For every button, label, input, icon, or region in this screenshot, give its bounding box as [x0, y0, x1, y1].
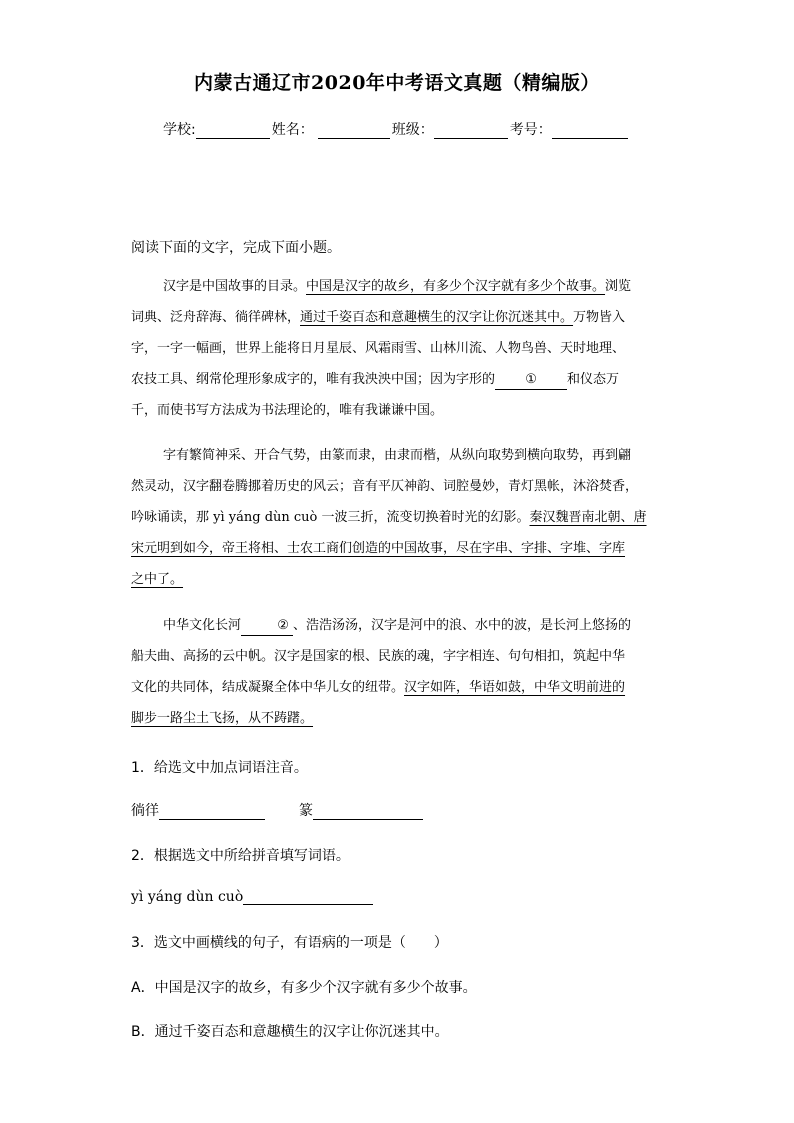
exam-number-blank[interactable] — [552, 124, 628, 139]
text-span: 吟咏诵读，那 yì yáng dùn cuò 一波三折，流变切换着时光的幻影。 — [131, 510, 530, 525]
paragraph-line — [131, 364, 661, 395]
text-span: 汉字是中国故事的目录。 — [163, 279, 307, 294]
underlined-sentence: 宋元明到如今，帝王将相、士农工商们创造的中国故事，尽在字串、字排、字堆、字库 — [131, 541, 626, 556]
underlined-sentence: 之中了。 — [131, 572, 184, 587]
text-span: 中华文化长河 — [163, 618, 242, 633]
q1-answer-1-line[interactable] — [159, 803, 265, 820]
paragraph-line — [131, 610, 661, 641]
name-label: 姓名： — [271, 122, 314, 138]
text-span: 词典、泛舟辞海、徜徉碑林， — [131, 310, 301, 325]
passage-paragraph-1 — [131, 271, 661, 426]
paragraph-line — [131, 672, 661, 703]
question-1: 1．给选文中加点词语注音。 — [131, 760, 308, 776]
question-3-option-b: B．通过千姿百态和意趣横生的汉字让你沉迷其中。 — [131, 1024, 449, 1040]
paragraph-line — [131, 271, 661, 302]
page-title: 内蒙古通辽市2020年中考语文真题（精编版） — [194, 72, 600, 94]
text-span: 和仪态万 — [567, 372, 620, 387]
class-blank[interactable] — [434, 124, 508, 139]
school-label: 学校: — [163, 122, 196, 138]
paragraph-line: 千，而使书写方法成为书法理论的，唯有我谦谦中国。 — [131, 403, 444, 418]
passage-paragraph-2 — [131, 440, 661, 595]
underlined-sentence: 汉字如阵，华语如鼓，中华文明前进的 — [404, 680, 626, 695]
paragraph-line: 然灵动，汉字翻卷腾挪着历史的风云；音有平仄神韵、词腔曼妙，青灯黑帐，沐浴焚香， — [131, 479, 639, 494]
q1-word-1: 徜徉 — [131, 803, 159, 819]
text-span: 、浩浩汤汤，汉字是河中的浪、水中的波，是长河上悠扬的 — [293, 618, 632, 633]
q1-word-2: 篆 — [299, 803, 313, 819]
paragraph-line — [131, 533, 661, 564]
paragraph-line: 字，一字一幅画，世界上能将日月星辰、风霜雨雪、山林川流、人物鸟兽、天时地理、 — [131, 341, 626, 356]
paragraph-line — [131, 502, 661, 533]
q2-answer-line[interactable] — [243, 888, 373, 905]
school-blank[interactable] — [196, 124, 270, 139]
underlined-sentence: 中国是汉字的故乡，有多少个汉字就有多少个故事。 — [306, 279, 606, 294]
paragraph-line — [131, 302, 661, 333]
question-1-answers — [131, 800, 423, 820]
question-2: 2．根据选文中所给拼音填写词语。 — [131, 848, 350, 864]
reading-instruction: 阅读下面的文字，完成下面小题。 — [131, 240, 341, 256]
fill-blank-1: ① — [495, 371, 567, 390]
paragraph-line — [131, 703, 661, 734]
name-blank[interactable] — [318, 124, 390, 139]
passage-paragraph-3 — [131, 610, 661, 734]
underlined-sentence: 通过千姿百态和意趣横生的汉字让你沉迷其中。 — [300, 310, 574, 325]
paragraph-line: 字有繁简神采、开合气势，由篆而隶，由隶而楷，从纵向取势到横向取势，再到翩 — [163, 448, 632, 463]
paragraph-line — [131, 564, 661, 595]
underlined-sentence: 秦汉魏晋南北朝、唐 — [529, 510, 647, 525]
q2-pinyin: yì yáng dùn cuò — [131, 889, 244, 905]
text-span: 文化的共同体，结成凝聚全体中华儿女的纽带。 — [131, 680, 405, 695]
text-span: 浏览 — [605, 279, 632, 294]
exam-number-label: 考号： — [509, 122, 552, 138]
paragraph-line: 船夫曲、高扬的云中帆。汉字是国家的根、民族的魂，字字相连、句句相扣，筑起中华 — [131, 649, 626, 664]
underlined-sentence: 脚步一路尘土飞扬，从不踌躇。 — [131, 711, 314, 726]
text-span: 万物皆入 — [573, 310, 626, 325]
question-2-answer — [131, 888, 373, 905]
text-span: 农技工具、纲常伦理形象成字的，唯有我泱泱中国；因为字形的 — [131, 372, 496, 387]
question-3-option-a: A．中国是汉字的故乡，有多少个汉字就有多少个故事。 — [131, 980, 477, 996]
question-3: 3．选文中画横线的句子，有语病的一项是（ ） — [131, 935, 448, 951]
student-info-line — [163, 119, 630, 139]
class-label: 班级： — [391, 122, 434, 138]
fill-blank-2: ② — [241, 617, 293, 636]
q1-answer-2-line[interactable] — [313, 803, 423, 820]
